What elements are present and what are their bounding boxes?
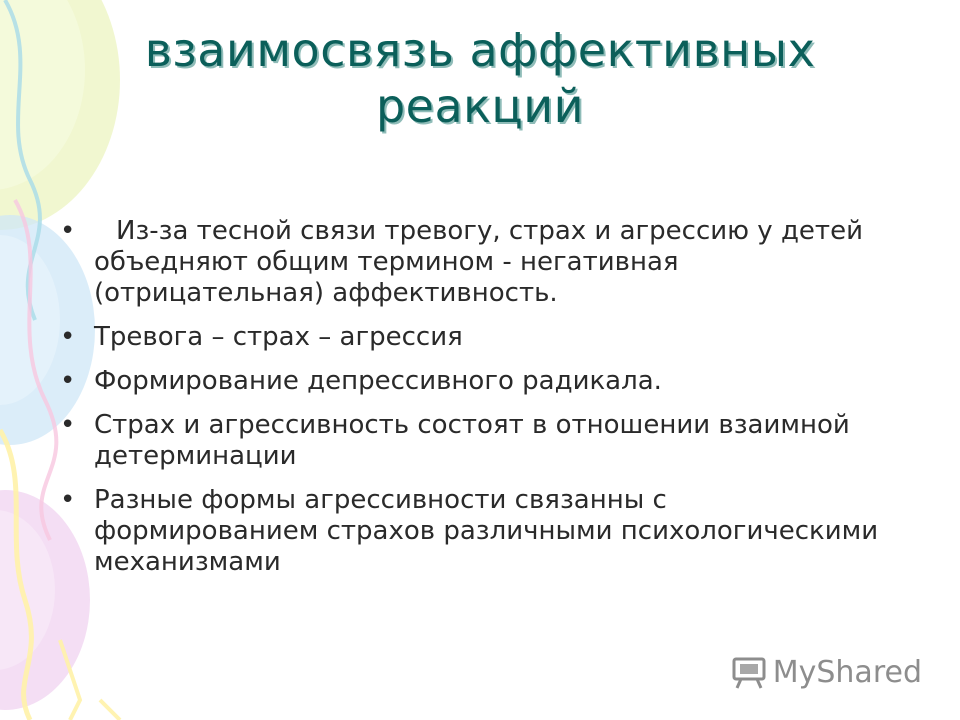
bullet-text: Разные формы агрессивности связанны с формированием страхов различными психологическими механизмами (94, 485, 879, 577)
slide-title (40, 22, 920, 134)
bullet-text: Страх и агрессивность состоят в отношении взаимной детерминации (94, 410, 850, 471)
bullet-text: Формирование депрессивного радикала. (94, 366, 662, 396)
title-line-2: реакций (375, 79, 585, 133)
bullet-text: Из-за тесной связи тревогу, страх и агрессию у детей объедняют общим термином - негативная (отрицательная) аффективность. (94, 216, 863, 308)
bullet-list (60, 216, 880, 591)
title-line-1: взаимосвязь аффективных (144, 23, 816, 77)
list-item (60, 410, 880, 472)
bullet-dot: • (60, 366, 76, 396)
bullet-dot: • (60, 322, 76, 352)
bullet-dot: • (60, 216, 76, 246)
list-item (60, 485, 880, 578)
myshared-watermark (731, 655, 922, 690)
watermark-text: MyShared (772, 655, 922, 690)
bullet-dot: • (60, 410, 76, 440)
bullet-dot: • (60, 485, 76, 515)
projector-icon (731, 656, 767, 690)
list-item (60, 366, 880, 397)
bullet-text: Тревога – страх – агрессия (94, 322, 463, 352)
list-item (60, 322, 880, 353)
list-item (60, 216, 880, 309)
